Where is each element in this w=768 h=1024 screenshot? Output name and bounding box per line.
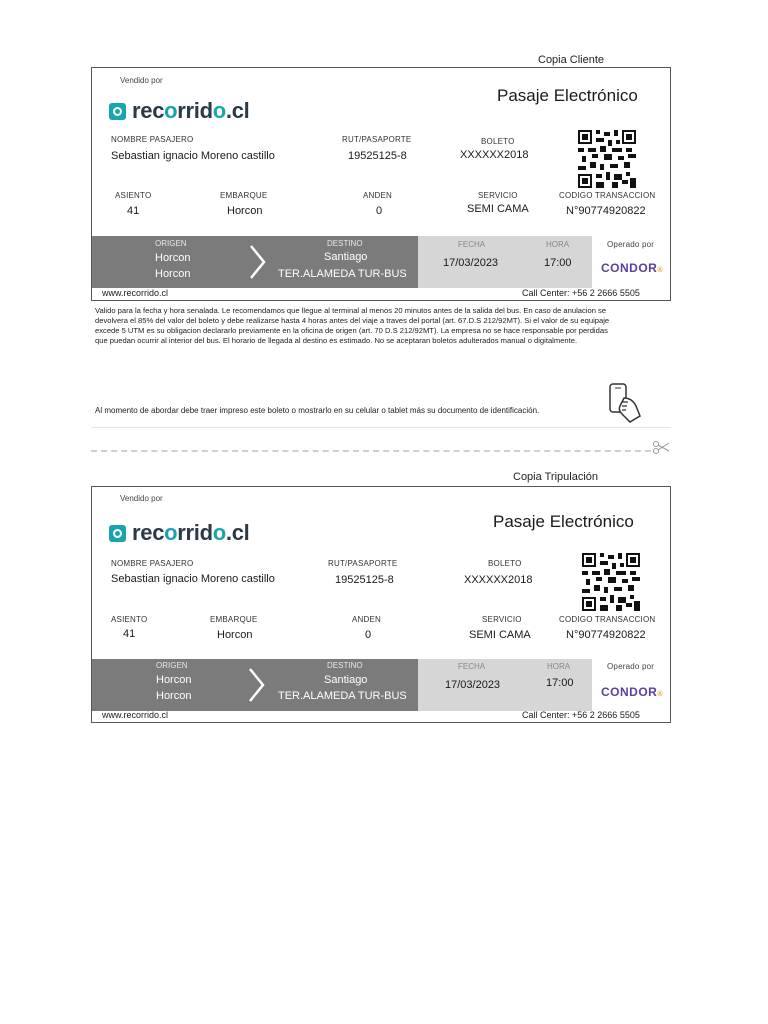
value-hora: 17:00 <box>544 257 572 269</box>
label-servicio: SERVICIO <box>478 191 518 200</box>
value-hora: 17:00 <box>546 677 574 689</box>
footer-call-center: Call Center: +56 2 2666 5505 <box>522 288 640 298</box>
label-nombre: NOMBRE PASAJERO <box>111 135 194 144</box>
separator-line <box>91 427 671 428</box>
label-rut: RUT/PASAPORTE <box>342 135 412 144</box>
route-band <box>92 236 670 288</box>
label-anden: ANDEN <box>363 191 393 200</box>
ticket-cliente <box>91 67 671 301</box>
label-embarque: EMBARQUE <box>210 615 258 624</box>
label-destino: DESTINO <box>327 239 363 248</box>
label-hora: HORA <box>546 240 570 249</box>
value-nombre: Sebastian ignacio Moreno castillo <box>111 150 275 162</box>
copy-label-cliente: Copia Cliente <box>538 54 605 66</box>
value-codigo: N°90774920822 <box>566 205 646 217</box>
value-destino-2: TER.ALAMEDA TUR-BUS <box>278 268 407 280</box>
chevron-right-icon <box>247 667 267 703</box>
label-servicio: SERVICIO <box>482 615 522 624</box>
label-rut: RUT/PASAPORTE <box>328 559 398 568</box>
label-codigo: CODIGO TRANSACCION <box>559 191 656 200</box>
label-fecha: FECHA <box>458 240 486 249</box>
value-origen-1: Horcon <box>156 674 192 686</box>
footer-call-center: Call Center: +56 2 2666 5505 <box>522 710 640 720</box>
label-codigo: CODIGO TRANSACCION <box>559 615 656 624</box>
sold-by-label: Vendido por <box>120 494 163 503</box>
recorrido-logo-icon <box>109 525 126 542</box>
qr-code-icon <box>582 553 640 611</box>
brand-logo <box>109 98 249 124</box>
value-destino-1: Santiago <box>324 251 368 263</box>
operator-logo: CONDOR® <box>601 685 664 699</box>
label-boleto: BOLETO <box>488 559 522 568</box>
value-embarque: Horcon <box>227 205 263 217</box>
label-operado: Operado por <box>607 240 655 249</box>
sold-by-label: Vendido por <box>120 76 163 85</box>
value-origen-2: Horcon <box>156 690 192 702</box>
legal-conditions: Valido para la fecha y hora senalada. Le recomendamos que llegue al terminal al menos 20 minutos antes de la salida del bus. En caso de anulacion se devolvera el 85% del valor del boleto y debe realizarse hasta 4 horas antes del viaje a traves del portal (art. 67.D.S 212/92MT). Si el valor de su equipaje excede 5 UTM es su obligacion declararlo previamente en la oficina de origen (art. 70 D.S 212/92MT). La empresa no se hace responsable por perdidas que puedan ocurrir al interior del bus. El horario de llegada al destino es estimado. No se aceptaran boletos adulterados manual o digitalmente. <box>95 306 610 345</box>
label-asiento: ASIENTO <box>111 615 148 624</box>
value-destino-2: TER.ALAMEDA TUR-BUS <box>278 690 407 702</box>
cut-line <box>91 450 651 452</box>
brand-logo <box>109 520 249 546</box>
value-asiento: 41 <box>127 205 140 217</box>
operator-logo: CONDOR® <box>601 261 664 275</box>
chevron-right-icon <box>248 244 268 280</box>
value-destino-1: Santiago <box>324 674 368 686</box>
label-asiento: ASIENTO <box>115 191 152 200</box>
boarding-notice: Al momento de abordar debe traer impreso este boleto o mostrarlo en su celular o tablet más su documento de identificación. <box>95 406 540 415</box>
label-nombre: NOMBRE PASAJERO <box>111 559 194 568</box>
value-nombre: Sebastian ignacio Moreno castillo <box>111 573 275 585</box>
value-boleto: XXXXXX2018 <box>460 149 529 161</box>
value-rut: 19525125-8 <box>348 150 407 162</box>
value-anden: 0 <box>365 629 372 641</box>
value-fecha: 17/03/2023 <box>445 679 501 691</box>
ticket-title: Pasaje Electrónico <box>493 512 634 531</box>
recorrido-logo-icon <box>109 103 126 120</box>
phone-in-hand-icon <box>602 380 646 424</box>
route-band <box>92 659 670 711</box>
ticket-tripulacion <box>91 486 671 723</box>
value-origen-2: Horcon <box>155 268 191 280</box>
value-anden: 0 <box>376 205 383 217</box>
value-embarque: Horcon <box>217 629 253 641</box>
label-anden: ANDEN <box>352 615 382 624</box>
value-servicio: SEMI CAMA <box>469 629 531 641</box>
value-boleto: XXXXXX2018 <box>464 574 533 586</box>
label-boleto: BOLETO <box>481 137 515 146</box>
value-fecha: 17/03/2023 <box>443 257 499 269</box>
label-origen: ORIGEN <box>155 239 187 248</box>
label-operado: Operado por <box>607 662 655 671</box>
scissors-icon <box>652 440 670 454</box>
brand-wordmark: recorrido.cl <box>132 98 250 123</box>
label-hora: HORA <box>547 662 571 671</box>
ticket-title: Pasaje Electrónico <box>497 86 638 105</box>
footer-web: www.recorrido.cl <box>102 288 169 298</box>
label-fecha: FECHA <box>458 662 486 671</box>
qr-code-icon <box>578 130 636 188</box>
footer-web: www.recorrido.cl <box>102 710 169 720</box>
value-origen-1: Horcon <box>155 252 191 264</box>
label-destino: DESTINO <box>327 661 363 670</box>
value-servicio: SEMI CAMA <box>467 203 529 215</box>
brand-wordmark: recorrido.cl <box>132 520 250 545</box>
label-origen: ORIGEN <box>156 661 188 670</box>
copy-label-tripulacion: Copia Tripulación <box>513 471 598 483</box>
label-embarque: EMBARQUE <box>220 191 268 200</box>
value-codigo: N°90774920822 <box>566 629 646 641</box>
value-asiento: 41 <box>123 628 136 640</box>
value-rut: 19525125-8 <box>335 574 394 586</box>
